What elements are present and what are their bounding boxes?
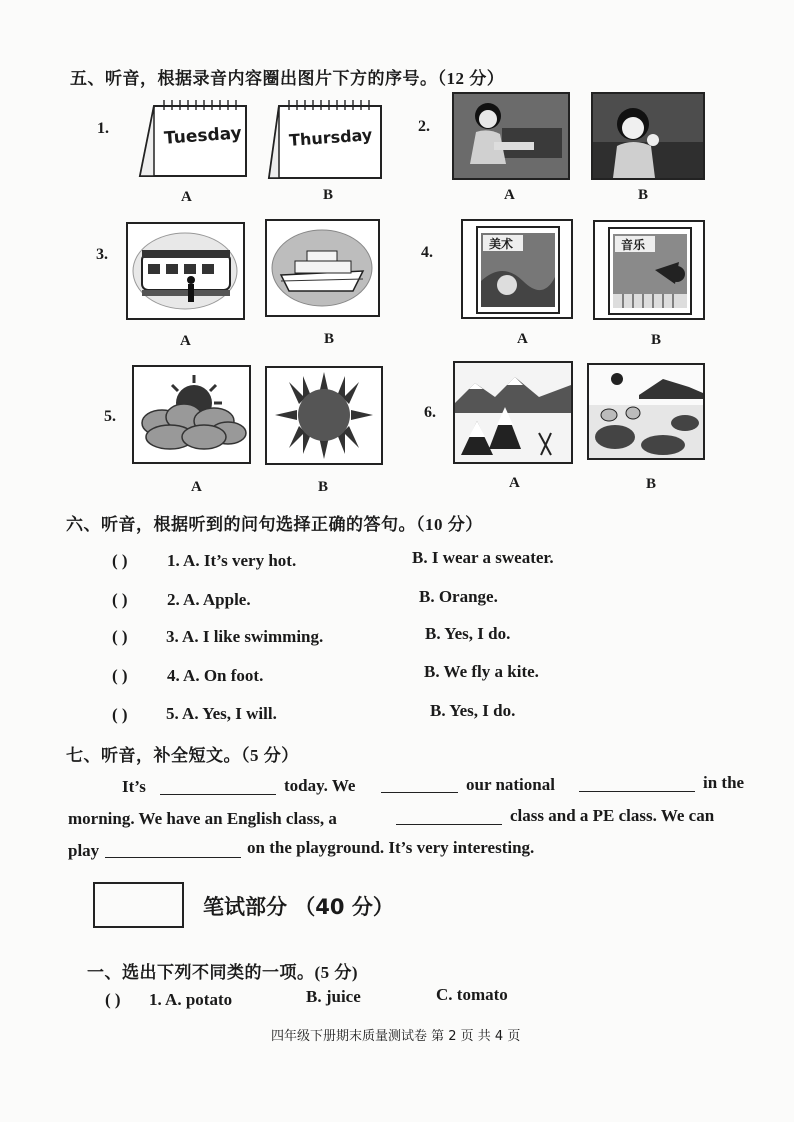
answer-paren[interactable]: ( ) bbox=[112, 590, 128, 609]
music-book-image bbox=[593, 220, 705, 320]
winter-snow-image bbox=[453, 361, 573, 464]
answer-paren[interactable]: ( ) bbox=[105, 990, 121, 1009]
section7-title: 七、听音，补全短文。（5 分） bbox=[66, 746, 299, 765]
option-label: B bbox=[651, 332, 662, 348]
ship-image bbox=[265, 219, 380, 317]
question-option-b: B. We fly a kite. bbox=[424, 662, 539, 681]
fill-blank[interactable] bbox=[160, 778, 276, 795]
item-number: 3. bbox=[96, 246, 108, 263]
item-number: 5. bbox=[104, 408, 116, 425]
written-section-title: 笔试部分 （40 分） bbox=[203, 895, 394, 919]
book-title: 美术 bbox=[489, 237, 514, 251]
item-number: 1. bbox=[97, 120, 109, 137]
summer-lotus-image bbox=[587, 363, 705, 460]
question-option-c: C. tomato bbox=[436, 985, 508, 1004]
question-option-a: 4. A. On foot. bbox=[167, 666, 264, 685]
question-option-a: 3. A. I like swimming. bbox=[166, 627, 324, 646]
option-label: B bbox=[323, 187, 334, 203]
question-option-a: 5. A. Yes, I will. bbox=[166, 704, 277, 723]
option-label: A bbox=[191, 479, 202, 495]
girl-eating-image bbox=[591, 92, 705, 180]
question-option-b: B. Yes, I do. bbox=[425, 624, 511, 643]
section6-title: 六、听音，根据听到的问句选择正确的答句。（10 分） bbox=[66, 515, 483, 534]
calendar-day-text: Thursday bbox=[288, 125, 373, 150]
passage-text: today. We bbox=[284, 776, 356, 795]
question-option-b: B. Orange. bbox=[419, 587, 498, 606]
section5-title: 五、听音，根据录音内容圈出图片下方的序号。（12 分） bbox=[70, 69, 505, 88]
art-book-image bbox=[461, 219, 573, 319]
train-image bbox=[126, 222, 245, 320]
item-number: 6. bbox=[424, 404, 436, 421]
passage-text: on the playground. It’s very interesting. bbox=[247, 838, 535, 857]
option-label: B bbox=[318, 479, 329, 495]
score-box[interactable] bbox=[93, 882, 184, 928]
answer-paren[interactable]: ( ) bbox=[112, 627, 128, 646]
option-label: B bbox=[324, 331, 335, 347]
girl-at-table-image bbox=[452, 92, 570, 180]
question-option-a: 1. A. It’s very hot. bbox=[167, 551, 297, 570]
question-option-b: B. juice bbox=[306, 987, 361, 1006]
answer-paren[interactable]: ( ) bbox=[112, 666, 128, 685]
fill-blank[interactable] bbox=[381, 776, 458, 793]
option-label: B bbox=[646, 476, 657, 492]
item-number: 4. bbox=[421, 244, 433, 261]
option-label: A bbox=[509, 475, 520, 491]
calendar-tuesday-image bbox=[134, 96, 252, 182]
passage-text: It’s bbox=[122, 777, 146, 796]
book-title: 音乐 bbox=[621, 238, 646, 252]
passage-text: in the bbox=[703, 773, 745, 792]
question-option-b: B. Yes, I do. bbox=[430, 701, 516, 720]
part1-title: 一、选出下列不同类的一项。(5 分) bbox=[87, 963, 359, 982]
fill-blank[interactable] bbox=[105, 841, 241, 858]
question-option-a: 1. A. potato bbox=[149, 990, 233, 1009]
cloudy-image bbox=[132, 365, 251, 464]
question-option-b: B. I wear a sweater. bbox=[412, 548, 554, 567]
passage-text: our national bbox=[466, 775, 555, 794]
passage-text: play bbox=[68, 841, 100, 860]
answer-paren[interactable]: ( ) bbox=[112, 551, 128, 570]
option-label: A bbox=[180, 333, 191, 349]
page-footer: 四年级下册期末质量测试卷 第 2 页 共 4 页 bbox=[271, 1029, 521, 1044]
passage-text: morning. We have an English class, a bbox=[68, 809, 337, 828]
question-option-a: 2. A. Apple. bbox=[167, 590, 251, 609]
option-label: A bbox=[181, 189, 192, 205]
option-label: A bbox=[517, 331, 528, 347]
calendar-thursday-image bbox=[265, 96, 385, 182]
fill-blank[interactable] bbox=[396, 808, 502, 825]
sunny-image bbox=[265, 366, 383, 465]
option-label: A bbox=[504, 187, 515, 203]
item-number: 2. bbox=[418, 118, 430, 135]
fill-blank[interactable] bbox=[579, 775, 695, 792]
option-label: B bbox=[638, 187, 649, 203]
calendar-day-text: Tuesday bbox=[163, 123, 243, 149]
answer-paren[interactable]: ( ) bbox=[112, 705, 128, 724]
passage-text: class and a PE class. We can bbox=[510, 806, 715, 825]
